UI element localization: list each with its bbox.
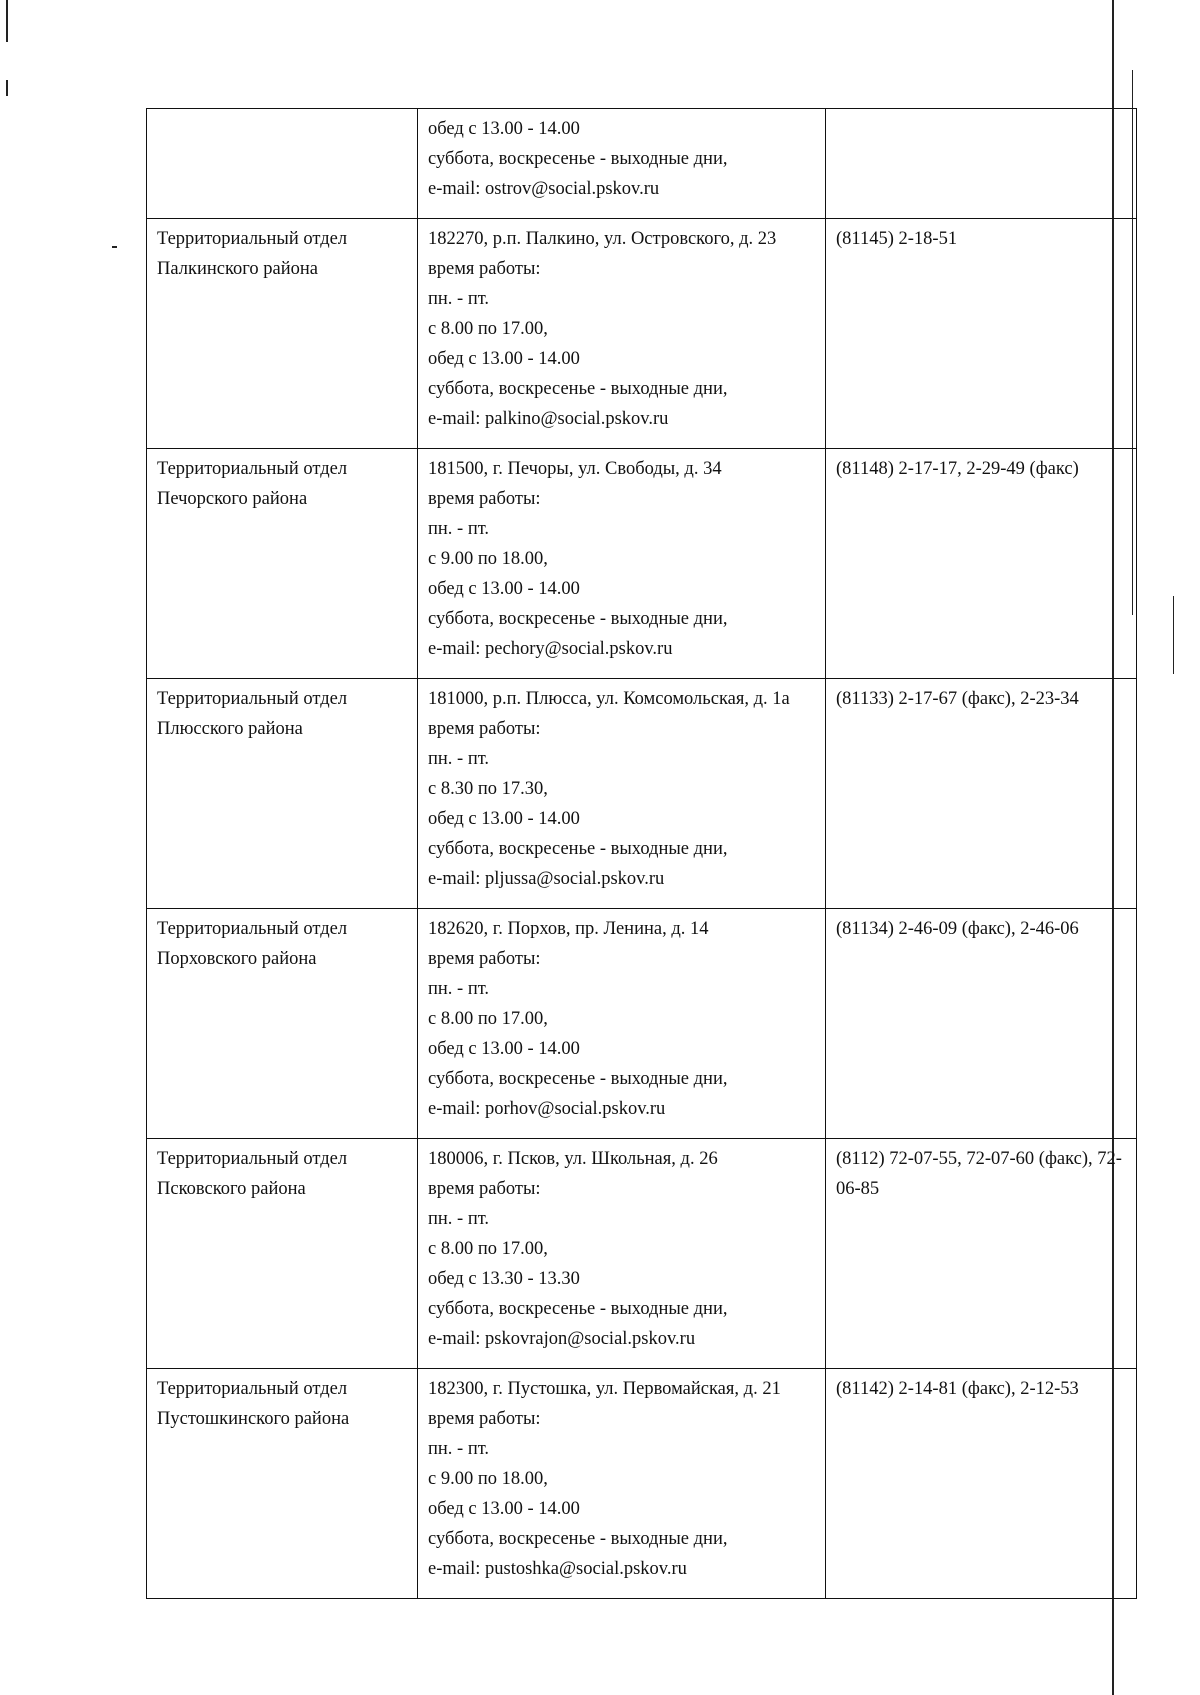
department-title: Территориальный отдел: [157, 459, 348, 479]
email-text: e-mail: palkino@social.pskov.ru: [428, 409, 669, 429]
lunch-break: обед с 13.00 - 14.00: [428, 1499, 580, 1519]
phone-text: (81142) 2-14-81 (факс), 2-12-53: [836, 1379, 1079, 1399]
weekend-note: суббота, воскресенье - выходные дни,: [428, 1069, 728, 1089]
work-hours: с 9.00 по 18.00,: [428, 549, 548, 569]
department-title: Территориальный отдел: [157, 229, 348, 249]
department-district: Печорского района: [157, 489, 308, 509]
hours-label: время работы:: [428, 489, 541, 509]
address-text: 180006, г. Псков, ул. Школьная, д. 26: [428, 1149, 718, 1169]
address-cell: [418, 449, 826, 679]
email-text: e-mail: pechory@social.pskov.ru: [428, 639, 673, 659]
table-row: [147, 1139, 1137, 1369]
scan-mark-dot: [112, 246, 117, 248]
address-cell: [418, 109, 826, 219]
phone-text: (8112) 72-07-55, 72-07-60 (факс), 72-06-85: [836, 1149, 1122, 1199]
table-row: [147, 909, 1137, 1139]
phone-cell: [826, 219, 1137, 449]
email-text: e-mail: pljussa@social.pskov.ru: [428, 869, 665, 889]
work-hours: с 8.00 по 17.00,: [428, 1009, 548, 1029]
email-text: e-mail: ostrov@social.pskov.ru: [428, 179, 660, 199]
table-row: [147, 1369, 1137, 1599]
email-text: e-mail: pskovrajon@social.pskov.ru: [428, 1329, 696, 1349]
address-cell: [418, 1139, 826, 1369]
hours-label: время работы:: [428, 719, 541, 739]
department-district: Пустошкинского района: [157, 1409, 350, 1429]
department-cell: [147, 219, 418, 449]
work-hours: с 8.00 по 17.00,: [428, 319, 548, 339]
phone-text: (81133) 2-17-67 (факс), 2-23-34: [836, 689, 1079, 709]
weekend-note: суббота, воскресенье - выходные дни,: [428, 1529, 728, 1549]
work-days: пн. - пт.: [428, 1439, 490, 1459]
work-days: пн. - пт.: [428, 519, 490, 539]
address-text: 181000, р.п. Плюсса, ул. Комсомольская, д. 1а: [428, 689, 790, 709]
address-text: 182620, г. Порхов, пр. Ленина, д. 14: [428, 919, 709, 939]
hours-label: время работы:: [428, 1409, 541, 1429]
department-cell: [147, 109, 418, 219]
department-cell: [147, 679, 418, 909]
phone-cell: [826, 449, 1137, 679]
weekend-note: суббота, воскресенье - выходные дни,: [428, 839, 728, 859]
table-row: [147, 679, 1137, 909]
table-row: [147, 449, 1137, 679]
department-cell: [147, 449, 418, 679]
department-cell: [147, 1369, 418, 1599]
address-text: 181500, г. Печоры, ул. Свободы, д. 34: [428, 459, 722, 479]
phone-cell: [826, 1369, 1137, 1599]
lunch-break: обед с 13.00 - 14.00: [428, 809, 580, 829]
address-text: 182270, р.п. Палкино, ул. Островского, д. 23: [428, 229, 777, 249]
lunch-break: обед с 13.30 - 13.30: [428, 1269, 580, 1289]
lunch-break: обед с 13.00 - 14.00: [428, 1039, 580, 1059]
department-cell: [147, 1139, 418, 1369]
email-text: e-mail: porhov@social.pskov.ru: [428, 1099, 666, 1119]
department-title: Территориальный отдел: [157, 689, 348, 709]
work-hours: с 8.00 по 17.00,: [428, 1239, 548, 1259]
scan-mark-left: [6, 80, 8, 96]
lunch-break: обед с 13.00 - 14.00: [428, 119, 580, 139]
hours-label: время работы:: [428, 949, 541, 969]
table-row: [147, 219, 1137, 449]
phone-text: (81134) 2-46-09 (факс), 2-46-06: [836, 919, 1079, 939]
address-cell: [418, 219, 826, 449]
work-days: пн. - пт.: [428, 289, 490, 309]
hours-label: время работы:: [428, 259, 541, 279]
phone-cell: [826, 1139, 1137, 1369]
department-district: Плюсского района: [157, 719, 303, 739]
address-cell: [418, 679, 826, 909]
lunch-break: обед с 13.00 - 14.00: [428, 579, 580, 599]
department-title: Территориальный отдел: [157, 919, 348, 939]
address-cell: [418, 909, 826, 1139]
table-row: [147, 109, 1137, 219]
work-hours: с 9.00 по 18.00,: [428, 1469, 548, 1489]
weekend-note: суббота, воскресенье - выходные дни,: [428, 1299, 728, 1319]
phone-cell: [826, 109, 1137, 219]
email-text: e-mail: pustoshka@social.pskov.ru: [428, 1559, 687, 1579]
scan-mark-right-far: [1173, 596, 1174, 674]
work-hours: с 8.30 по 17.30,: [428, 779, 548, 799]
work-days: пн. - пт.: [428, 1209, 490, 1229]
address-cell: [418, 1369, 826, 1599]
departments-table: [146, 108, 1137, 1599]
scan-mark-top-left: [6, 0, 8, 42]
weekend-note: суббота, воскресенье - выходные дни,: [428, 609, 728, 629]
department-district: Псковского района: [157, 1179, 306, 1199]
department-district: Палкинского района: [157, 259, 318, 279]
department-title: Территориальный отдел: [157, 1379, 348, 1399]
weekend-note: суббота, воскресенье - выходные дни,: [428, 149, 728, 169]
department-title: Территориальный отдел: [157, 1149, 348, 1169]
phone-text: (81145) 2-18-51: [836, 229, 958, 249]
phone-cell: [826, 909, 1137, 1139]
hours-label: время работы:: [428, 1179, 541, 1199]
phone-text: (81148) 2-17-17, 2-29-49 (факс): [836, 459, 1079, 479]
work-days: пн. - пт.: [428, 749, 490, 769]
address-text: 182300, г. Пустошка, ул. Первомайская, д. 21: [428, 1379, 781, 1399]
department-district: Порховского района: [157, 949, 317, 969]
work-days: пн. - пт.: [428, 979, 490, 999]
weekend-note: суббота, воскресенье - выходные дни,: [428, 379, 728, 399]
phone-cell: [826, 679, 1137, 909]
lunch-break: обед с 13.00 - 14.00: [428, 349, 580, 369]
department-cell: [147, 909, 418, 1139]
